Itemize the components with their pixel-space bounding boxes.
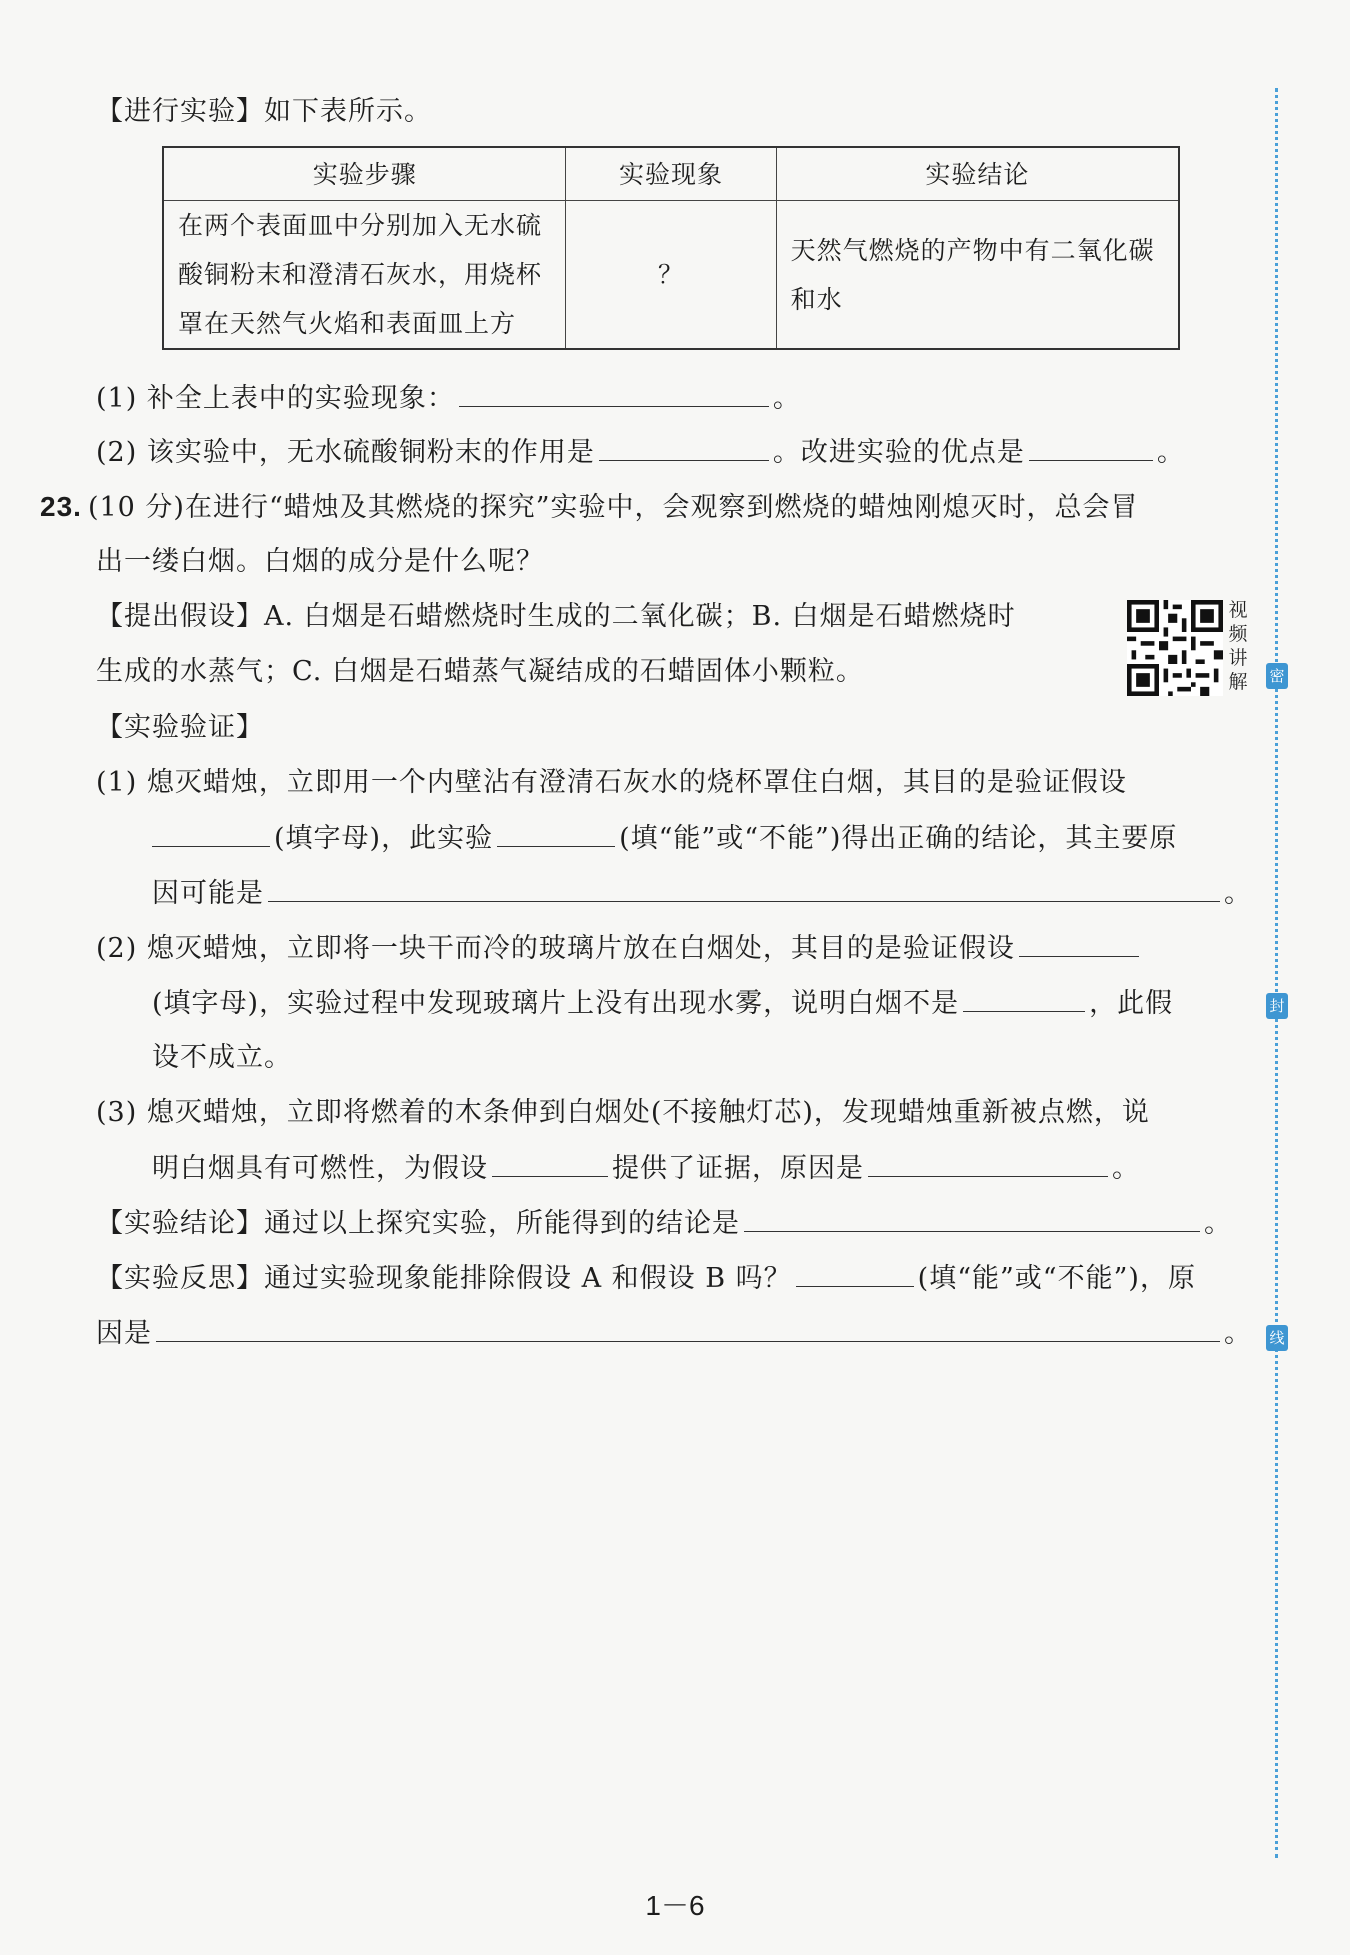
- cell-steps: [163, 201, 566, 350]
- verify1-line2: [152, 818, 1177, 859]
- qr-label-char: 视: [1228, 599, 1248, 621]
- answer-blank[interactable]: [796, 1258, 914, 1287]
- period: 。: [772, 383, 801, 414]
- verify-heading: 【实验验证】: [96, 712, 264, 743]
- experiment-table: [162, 146, 1180, 350]
- table-row: [163, 201, 1179, 350]
- verify1-text-b: (填“能”或“不能”)得出正确的结论，其主要原: [619, 823, 1178, 854]
- verify3-line2: [152, 1148, 1140, 1189]
- verify1-text-c: 因可能是: [152, 878, 264, 909]
- verify1-line3: [152, 873, 1252, 914]
- verify2-text: (2) 熄灭蜡烛，立即将一块干而冷的玻璃片放在白烟处，其目的是验证假设: [96, 933, 1015, 964]
- conclusion-text: 【实验结论】通过以上探究实验，所能得到的结论是: [96, 1208, 740, 1239]
- reflection-text-b: (填“能”或“不能”)，原: [917, 1263, 1196, 1294]
- q22-part2-text: (2) 该实验中，无水硫酸铜粉末的作用是: [96, 437, 595, 468]
- q22-part1: [96, 378, 801, 419]
- conclusion-line: [96, 1203, 1232, 1244]
- period: 。: [1112, 1153, 1140, 1184]
- verify3-line1: (3) 熄灭蜡烛，立即将燃着的木条伸到白烟处(不接触灯芯)，发现蜡烛重新被点燃，说: [96, 1097, 1150, 1128]
- step-line: 在两个表面皿中分别加入无水硫: [178, 211, 543, 240]
- qr-label-char: 讲: [1228, 647, 1248, 669]
- period: 。: [1224, 1318, 1252, 1349]
- verify2-line2: [152, 983, 1173, 1024]
- hypothesis-line1: 【提出假设】A. 白烟是石蜡燃烧时生成的二氧化碳；B. 白烟是石蜡燃烧时: [96, 601, 1016, 632]
- verify2-text-b: (填字母)，实验过程中发现玻璃片上没有出现水雾，说明白烟不是: [152, 988, 960, 1019]
- q22-part2: [96, 432, 1185, 473]
- answer-blank[interactable]: [868, 1148, 1108, 1177]
- experiment-heading: 【进行实验】如下表所示。: [96, 96, 432, 127]
- answer-blank[interactable]: [963, 983, 1085, 1012]
- header-steps: 实验步骤: [163, 147, 566, 201]
- verify2-line1: [96, 928, 1143, 969]
- answer-blank[interactable]: [599, 432, 769, 461]
- side-tab-feng: 封: [1266, 993, 1288, 1019]
- q22-part2-text-b: 。改进实验的优点是: [772, 437, 1025, 468]
- q23-intro-line2: 出一缕白烟。白烟的成分是什么呢？: [96, 546, 544, 577]
- hypothesis-line2: 生成的水蒸气；C. 白烟是石蜡蒸气凝结成的石蜡固体小颗粒。: [96, 656, 864, 687]
- qr-code-icon[interactable]: [1127, 600, 1223, 696]
- conclusion-line: 天然气燃烧的产物中有二氧化碳: [790, 235, 1155, 265]
- qr-label-char: 频: [1228, 623, 1248, 645]
- answer-blank[interactable]: [459, 378, 769, 407]
- header-conclusion: 实验结论: [776, 147, 1179, 201]
- header-phenomenon: 实验现象: [566, 147, 776, 201]
- q23-intro-text: (10 分)在进行“蜡烛及其燃烧的探究”实验中，会观察到燃烧的蜡烛刚熄灭时，总会冒: [87, 492, 1139, 523]
- answer-blank[interactable]: [152, 818, 270, 847]
- answer-blank[interactable]: [1019, 928, 1139, 957]
- period: 。: [1204, 1208, 1232, 1239]
- step-line: 酸铜粉末和澄清石灰水，用烧杯: [178, 260, 543, 289]
- q23-intro-line1: [40, 487, 1139, 528]
- reflection-line1: [96, 1258, 1196, 1299]
- answer-blank[interactable]: [497, 818, 615, 847]
- answer-blank[interactable]: [492, 1148, 608, 1177]
- verify1-line1: (1) 熄灭蜡烛，立即用一个内壁沾有澄清石灰水的烧杯罩住白烟，其目的是验证假设: [96, 767, 1127, 798]
- verify2-text-c: ，此假: [1089, 988, 1174, 1019]
- q22-part1-text: (1) 补全上表中的实验现象：: [96, 383, 455, 414]
- verify2-line3: 设不成立。: [152, 1042, 292, 1073]
- side-tab-mi: 密: [1266, 663, 1288, 689]
- seal-dotted-line: [1275, 88, 1278, 1858]
- answer-blank[interactable]: [268, 873, 1220, 902]
- period: 。: [1224, 878, 1252, 909]
- answer-blank[interactable]: [156, 1313, 1220, 1342]
- conclusion-line: 和水: [790, 284, 843, 314]
- period: 。: [1156, 437, 1185, 468]
- answer-blank[interactable]: [1029, 432, 1153, 461]
- answer-blank[interactable]: [744, 1203, 1200, 1232]
- qr-label: [1226, 598, 1250, 694]
- table-header-row: [163, 147, 1179, 201]
- cell-conclusion: [776, 201, 1179, 350]
- side-tab-xian: 线: [1266, 1325, 1288, 1351]
- cell-phenomenon: ？: [566, 201, 776, 350]
- qr-label-char: 解: [1228, 671, 1248, 693]
- reflection-text-c: 因是: [96, 1318, 152, 1349]
- reflection-line2: [96, 1313, 1252, 1354]
- verify1-text: (填字母)，此实验: [274, 823, 494, 854]
- verify3-text: 明白烟具有可燃性，为假设: [152, 1153, 488, 1184]
- step-line: 罩在天然气火焰和表面皿上方: [178, 309, 517, 338]
- verify3-text-b: 提供了证据，原因是: [612, 1153, 864, 1184]
- question-number: 23.: [40, 491, 82, 522]
- reflection-text: 【实验反思】通过实验现象能排除假设 A 和假设 B 吗？: [96, 1263, 792, 1294]
- page-number: 1－6: [645, 1890, 705, 1921]
